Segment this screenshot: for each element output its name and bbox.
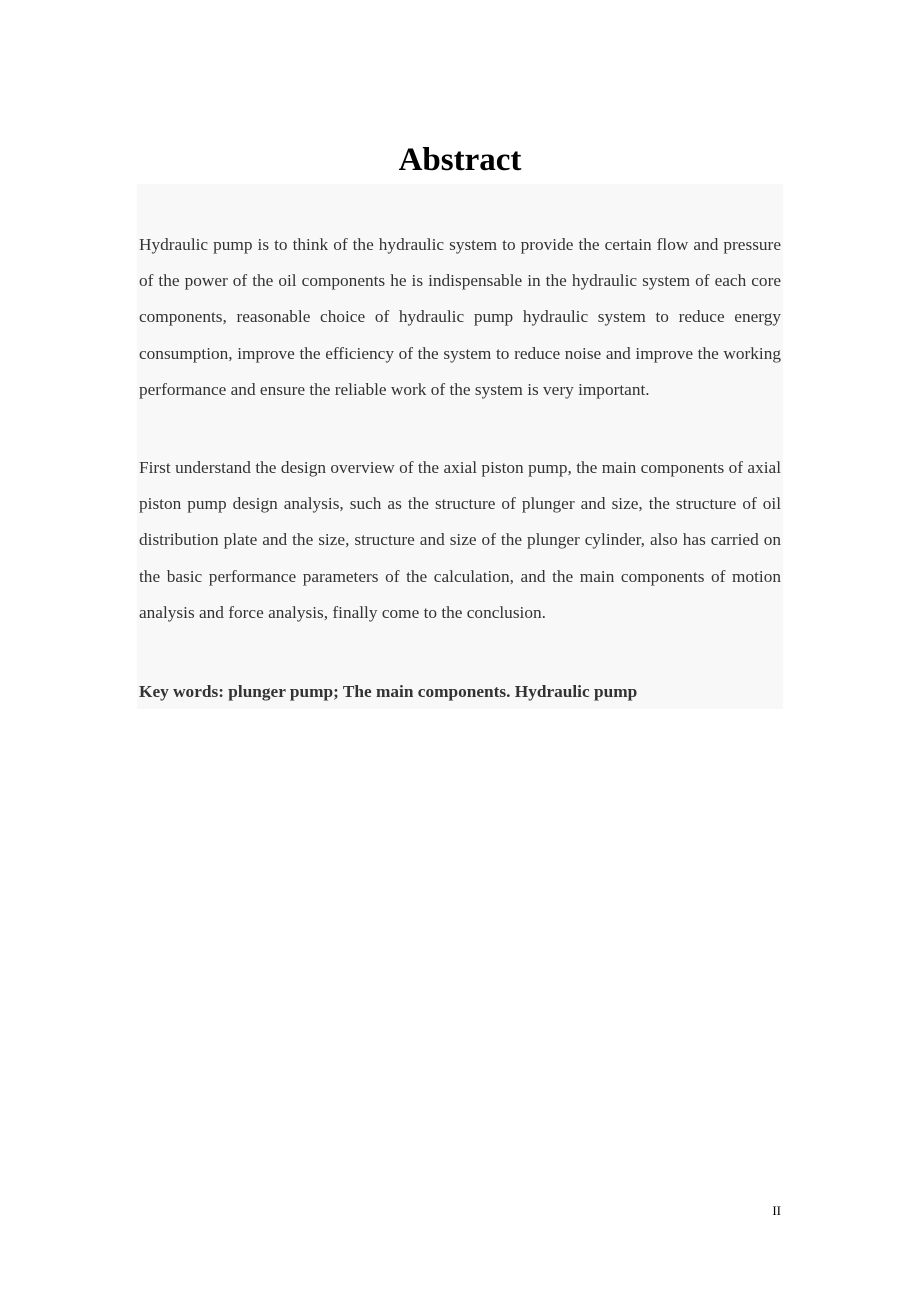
page-number: II <box>772 1203 781 1218</box>
abstract-paragraph-2: First understand the design overview of the axial piston pump, the main components of axial piston pump design analysis, such as the structure of plunger and size, the structure of oil distribution plate and the size, structure and size of the plunger cylinder, also has carried on the basic performance parameters of the calculation, and the main components of motion analysis and force analysis, finally come to the conclusion. <box>139 458 781 622</box>
keywords-line: Key words: plunger pump; The main components. Hydraulic pump <box>139 682 638 701</box>
page-title: Abstract <box>398 142 522 178</box>
abstract-paragraph-1: Hydraulic pump is to think of the hydraulic system to provide the certain flow and pressure of the power of the oil components he is indispensable in the hydraulic system of each core components, reasonable choice of hydraulic pump hydraulic system to reduce energy consumption, improve the efficiency of the system to reduce noise and improve the working performance and ensure the reliable work of the system is very important. <box>139 235 781 399</box>
